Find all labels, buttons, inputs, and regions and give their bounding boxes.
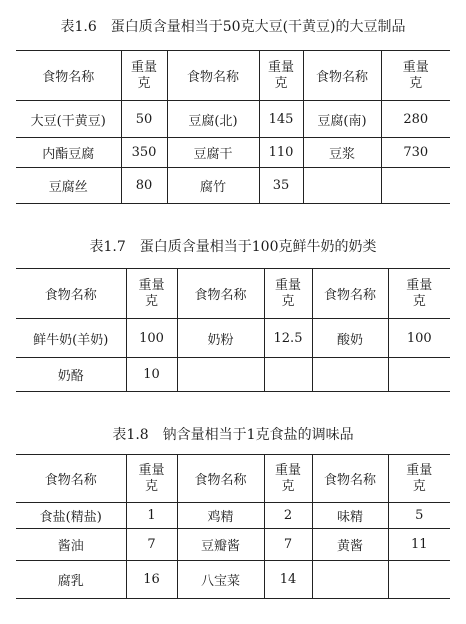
food-name-cell: 豆瓣酱 — [177, 529, 264, 561]
weight-cell: 110 — [259, 138, 303, 168]
header-food-name: 食物名称 — [16, 455, 126, 503]
table-row — [16, 561, 450, 599]
table-row — [16, 319, 450, 358]
table-row — [16, 503, 450, 529]
weight-cell: 14 — [264, 561, 312, 599]
weight-cell: 100 — [126, 319, 177, 358]
food-name-cell: 食盐(精盐) — [16, 503, 126, 529]
food-name-cell: 奶酪 — [16, 358, 126, 392]
table-row — [16, 101, 450, 138]
food-name-cell: 腐乳 — [16, 561, 126, 599]
weight-cell — [388, 358, 450, 392]
header-weight: 重量 克 — [264, 269, 312, 319]
header-weight: 重量 克 — [264, 455, 312, 503]
header-weight: 重量 克 — [126, 455, 177, 503]
table-row — [16, 358, 450, 392]
food-name-cell: 豆腐干 — [167, 138, 259, 168]
weight-cell: 11 — [388, 529, 450, 561]
food-name-cell: 豆腐(南) — [303, 101, 381, 138]
food-name-cell: 酸奶 — [312, 319, 388, 358]
header-food-name: 食物名称 — [312, 455, 388, 503]
food-name-cell — [312, 358, 388, 392]
weight-cell: 16 — [126, 561, 177, 599]
weight-cell: 730 — [381, 138, 450, 168]
header-weight: 重量 克 — [126, 269, 177, 319]
food-name-cell — [312, 561, 388, 599]
header-food-name: 食物名称 — [167, 51, 259, 101]
weight-cell: 145 — [259, 101, 303, 138]
food-name-cell: 腐竹 — [167, 168, 259, 204]
food-name-cell: 奶粉 — [177, 319, 264, 358]
table-1-6-caption: 表1.6 蛋白质含量相当于50克大豆(干黄豆)的大豆制品 — [60, 19, 406, 35]
weight-cell — [264, 358, 312, 392]
weight-cell: 80 — [121, 168, 167, 204]
table-1-7-caption: 表1.7 蛋白质含量相当于100克鲜牛奶的奶类 — [89, 239, 377, 255]
weight-cell — [388, 561, 450, 599]
food-name-cell: 豆腐(北) — [167, 101, 259, 138]
food-name-cell: 鲜牛奶(羊奶) — [16, 319, 126, 358]
food-name-cell: 八宝菜 — [177, 561, 264, 599]
food-name-cell: 内酯豆腐 — [16, 138, 121, 168]
weight-cell: 2 — [264, 503, 312, 529]
weight-cell: 35 — [259, 168, 303, 204]
table-1-8-caption: 表1.8 钠含量相当于1克食盐的调味品 — [112, 427, 354, 443]
table-header-row — [16, 269, 450, 319]
food-name-cell — [303, 168, 381, 204]
table-1-8 — [16, 454, 450, 599]
food-name-cell: 酱油 — [16, 529, 126, 561]
weight-cell: 50 — [121, 101, 167, 138]
header-weight: 重量 克 — [121, 51, 167, 101]
weight-cell: 5 — [388, 503, 450, 529]
weight-cell — [381, 168, 450, 204]
weight-cell: 7 — [264, 529, 312, 561]
header-weight: 重量 克 — [381, 51, 450, 101]
weight-cell: 1 — [126, 503, 177, 529]
header-food-name: 食物名称 — [312, 269, 388, 319]
header-food-name: 食物名称 — [16, 269, 126, 319]
weight-cell: 350 — [121, 138, 167, 168]
table-header-row — [16, 455, 450, 503]
weight-cell: 280 — [381, 101, 450, 138]
header-weight: 重量 克 — [388, 269, 450, 319]
weight-cell: 12.5 — [264, 319, 312, 358]
table-1-6 — [16, 50, 450, 204]
weight-cell: 7 — [126, 529, 177, 561]
food-name-cell: 味精 — [312, 503, 388, 529]
header-food-name: 食物名称 — [177, 269, 264, 319]
header-food-name: 食物名称 — [303, 51, 381, 101]
food-name-cell: 黄酱 — [312, 529, 388, 561]
table-1-7 — [16, 268, 450, 392]
table-row — [16, 138, 450, 168]
food-name-cell: 豆腐丝 — [16, 168, 121, 204]
food-name-cell: 鸡精 — [177, 503, 264, 529]
table-row — [16, 168, 450, 204]
weight-cell: 100 — [388, 319, 450, 358]
food-name-cell: 豆浆 — [303, 138, 381, 168]
header-food-name: 食物名称 — [16, 51, 121, 101]
header-weight: 重量 克 — [259, 51, 303, 101]
header-weight: 重量 克 — [388, 455, 450, 503]
table-header-row — [16, 51, 450, 101]
food-name-cell: 大豆(干黄豆) — [16, 101, 121, 138]
food-name-cell — [177, 358, 264, 392]
weight-cell: 10 — [126, 358, 177, 392]
header-food-name: 食物名称 — [177, 455, 264, 503]
table-row — [16, 529, 450, 561]
